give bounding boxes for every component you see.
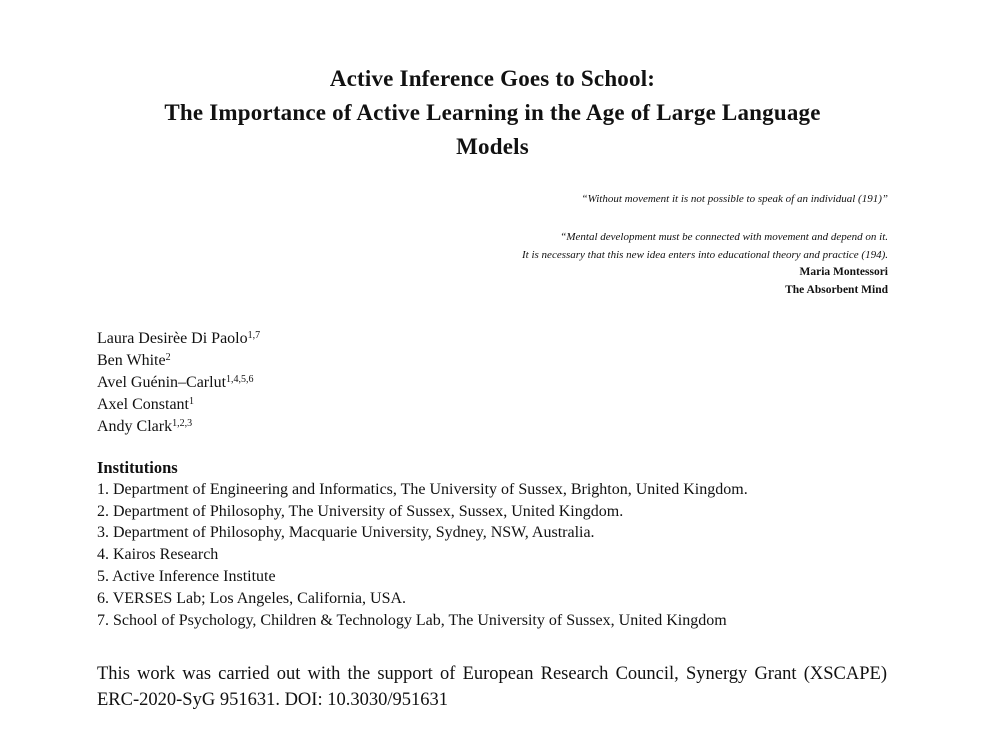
institution-item: 4. Kairos Research — [97, 546, 219, 564]
title-line-2: The Importance of Active Learning in the Age of Large Language — [164, 100, 821, 125]
title-line-1: Active Inference Goes to School: — [329, 66, 656, 91]
epigraph-quote-2-line-1: “Mental development must be connected with movement and depend on it. — [560, 231, 888, 243]
author-name: Laura Desirèe Di Paolo — [97, 330, 248, 347]
institution-item: 6. VERSES Lab; Los Angeles, California, USA. — [97, 589, 407, 607]
epigraph-quote-2-line-2: It is necessary that this new idea enters into educational theory and practice (194). — [522, 248, 888, 261]
paper-title — [0, 62, 985, 164]
author — [97, 350, 260, 372]
institution-item: 3. Department of Philosophy, Macquarie University, Sydney, NSW, Australia. — [97, 524, 595, 542]
author-affiliations: 1,4,5,6 — [226, 374, 254, 385]
author-name: Axel Constant — [97, 396, 189, 413]
institution-item: 2. Department of Philosophy, The University of Sussex, Sussex, United Kingdom. — [97, 502, 624, 520]
author — [97, 372, 260, 394]
author-affiliations: 1,7 — [247, 330, 261, 341]
author — [97, 416, 260, 438]
author-list — [97, 328, 260, 438]
author-affiliations: 1 — [189, 396, 194, 407]
epigraph-quote-1 — [582, 191, 888, 209]
author — [97, 328, 260, 350]
author-affiliations: 2 — [165, 352, 171, 363]
epigraph-quote-1-text: “Without movement it is not possible to speak of an individual (191)” — [581, 193, 888, 205]
author-name: Ben White — [97, 352, 166, 369]
epigraph-source: The Absorbent Mind — [785, 283, 888, 296]
epigraph-author: Maria Montessori — [799, 266, 888, 278]
institutions-heading: Institutions — [97, 458, 178, 477]
title-line-3: Models — [456, 134, 529, 159]
epigraph-quote-2 — [522, 229, 888, 299]
author-name: Andy Clark — [97, 418, 173, 435]
author-affiliations: 1,2,3 — [172, 418, 193, 429]
institutions-section — [97, 457, 748, 631]
institution-item: 5. Active Inference Institute — [97, 567, 276, 585]
author-name: Avel Guénin–Carlut — [97, 374, 227, 391]
funding-statement: This work was carried out with the support of European Research Council, Synergy Grant (XSCAPE) ERC-2020-SyG 951631. DOI: 10.3030/951631 — [97, 664, 887, 710]
author — [97, 394, 260, 416]
institution-item: 1. Department of Engineering and Informatics, The University of Sussex, Brighton, United Kingdom. — [97, 480, 748, 498]
institution-item: 7. School of Psychology, Children & Technology Lab, The University of Sussex, United Kingdom — [97, 611, 727, 629]
